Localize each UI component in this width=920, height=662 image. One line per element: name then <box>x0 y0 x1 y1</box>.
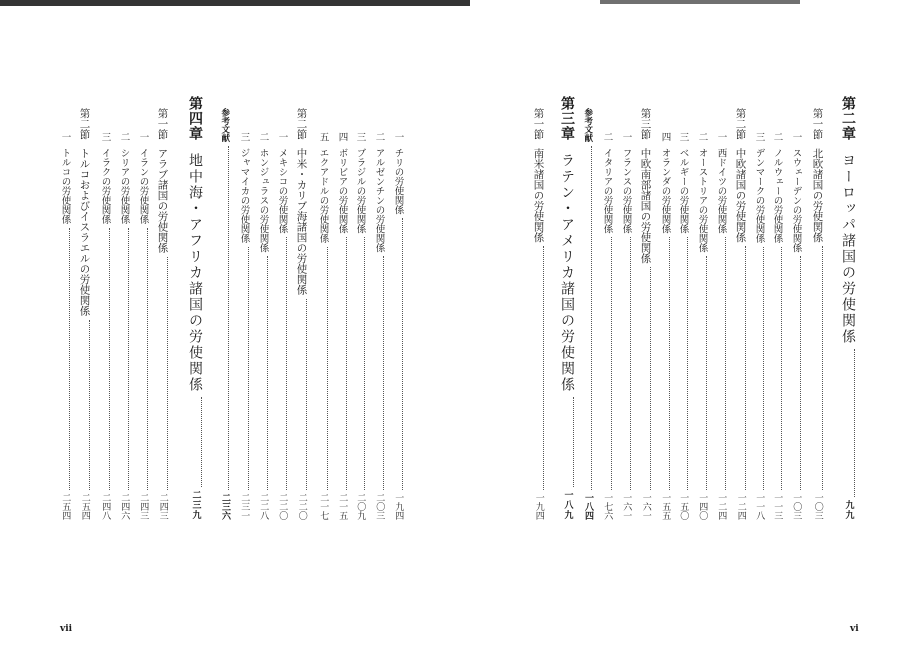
toc-item-chile <box>393 132 403 520</box>
item-number: 一 <box>620 132 632 142</box>
toc-chapter-4 <box>188 96 202 520</box>
leader-dots <box>697 256 707 490</box>
leader-dots <box>640 267 651 490</box>
toc-section-north-europe <box>812 108 823 520</box>
item-number: 四 <box>336 132 348 142</box>
chapter-number: 第三章 <box>559 96 575 141</box>
section-title: 南米諸国の労使関係 <box>532 147 545 242</box>
item-title: メキシコの労使関係 <box>276 147 288 233</box>
page-number: 二四三 <box>157 493 168 520</box>
section-title: アラブ諸国の労使関係 <box>156 147 169 253</box>
leader-dots <box>772 247 782 491</box>
toc-item-bolivia <box>337 132 347 520</box>
toc-item-ecuador <box>318 132 328 520</box>
leader-dots <box>239 247 249 491</box>
item-number: 一 <box>715 132 727 142</box>
leader-dots <box>119 228 129 491</box>
page-number: 二三一 <box>239 493 250 520</box>
toc-item-netherlands <box>660 132 670 520</box>
item-number: 三 <box>753 132 765 142</box>
leader-dots <box>583 146 592 490</box>
page-number: 一七六 <box>602 493 613 520</box>
page-number: 二二〇 <box>277 493 288 520</box>
page-number: 二三九 <box>190 490 201 520</box>
item-title: デンマークの労使関係 <box>753 147 765 243</box>
toc-item-mexico <box>277 132 287 520</box>
section-number: 第二節 <box>78 108 91 140</box>
leader-dots <box>560 397 574 487</box>
page-number: 二〇九 <box>355 493 366 520</box>
toc-item-norway <box>772 132 782 520</box>
leader-dots <box>318 247 328 491</box>
leader-dots <box>393 218 403 490</box>
section-number: 第二節 <box>734 108 747 140</box>
toc-section-turkey-israel <box>79 108 90 520</box>
leader-dots <box>138 228 148 491</box>
item-number: 二 <box>118 132 130 142</box>
toc-item-france <box>621 132 631 520</box>
references-label: 参考文献 <box>582 108 593 142</box>
leader-dots <box>716 237 726 490</box>
page-number: 一二四 <box>735 493 746 520</box>
page-number: 二四三 <box>138 493 149 520</box>
leader-dots <box>277 237 287 490</box>
section-title: 中欧南部諸国の労使関係 <box>639 147 652 263</box>
page-number: 一五〇 <box>678 493 689 520</box>
item-title: スウェーデンの労使関係 <box>790 147 802 252</box>
item-number: 三 <box>238 132 250 142</box>
toc-item-italy <box>602 132 612 520</box>
item-title: アルゼンチンの労使関係 <box>373 147 385 252</box>
leader-dots <box>60 228 70 491</box>
item-number: 三 <box>354 132 366 142</box>
item-title: ホンジュラスの労使関係 <box>257 147 269 252</box>
item-title: イラクの労使関係 <box>99 147 111 224</box>
toc-item-iraq <box>100 132 110 520</box>
toc-item-turkey <box>60 132 70 520</box>
leader-dots <box>220 146 229 490</box>
leader-dots <box>660 237 670 490</box>
leader-dots <box>735 246 746 490</box>
page-number: 一八四 <box>583 493 593 520</box>
leader-dots <box>157 257 168 491</box>
item-title: ブラジルの労使関係 <box>354 147 366 233</box>
toc-references-2 <box>220 108 229 520</box>
leader-dots <box>533 246 544 490</box>
page-number: 一〇三 <box>791 493 802 520</box>
leader-dots <box>754 247 764 491</box>
page-number: 一六一 <box>621 493 632 520</box>
page-number: 一九四 <box>393 493 404 520</box>
item-title: イタリアの労使関係 <box>601 147 613 233</box>
item-number: 二 <box>601 132 613 142</box>
item-title: ノルウェーの労使関係 <box>771 147 783 243</box>
section-number: 第二節 <box>295 108 308 140</box>
page-number: 一二四 <box>716 493 727 520</box>
item-number: 三 <box>677 132 689 142</box>
item-number: 一 <box>790 132 802 142</box>
folio-left: vii <box>60 624 73 634</box>
section-number: 第一節 <box>156 108 169 140</box>
item-number: 二 <box>696 132 708 142</box>
scan-edge-mark-top <box>0 0 470 6</box>
page-number: 一八九 <box>562 490 573 520</box>
toc-item-sweden <box>791 132 801 520</box>
chapter-number: 第二章 <box>840 96 856 141</box>
item-number: 三 <box>99 132 111 142</box>
leader-dots <box>791 256 801 490</box>
toc-section-south-america <box>533 108 544 520</box>
leader-dots <box>79 320 90 491</box>
item-title: ボリビアの労使関係 <box>336 147 348 233</box>
section-title: 北欧諸国の労使関係 <box>811 147 824 242</box>
leader-dots <box>258 256 268 490</box>
section-number: 第一節 <box>532 108 545 140</box>
item-title: シリアの労使関係 <box>118 147 130 224</box>
toc-item-honduras <box>258 132 268 520</box>
item-number: 二 <box>257 132 269 142</box>
leader-dots <box>812 246 823 490</box>
item-number: 五 <box>317 132 329 142</box>
toc-item-argentina <box>374 132 384 520</box>
page-number: 二五四 <box>60 493 71 520</box>
leader-dots <box>100 228 110 491</box>
page-number: 二二八 <box>258 493 269 520</box>
page-number: 二一七 <box>318 493 329 520</box>
toc-section-central-america <box>296 108 307 520</box>
toc-section-central-europe <box>735 108 746 520</box>
item-title: オーストリアの労使関係 <box>696 147 708 252</box>
toc-section-arab <box>157 108 168 520</box>
page-number: 二〇三 <box>374 493 385 520</box>
leader-dots <box>621 237 631 490</box>
leader-dots <box>374 256 384 490</box>
chapter-number: 第四章 <box>187 96 203 141</box>
chapter-title: ヨーロッパ諸国の労使関係 <box>840 153 856 345</box>
item-title: ジャマイカの労使関係 <box>238 147 250 243</box>
toc-item-austria <box>697 132 707 520</box>
page-number: 一六一 <box>640 493 651 520</box>
item-number: 一 <box>137 132 149 142</box>
page-number: 九九 <box>843 500 854 520</box>
page-number: 一四〇 <box>697 493 708 520</box>
toc-chapter-2 <box>841 96 855 520</box>
item-title: ベルギーの労使関係 <box>677 147 689 233</box>
toc-item-iran <box>138 132 148 520</box>
chapter-title: ラテン・アメリカ諸国の労使関係 <box>559 153 575 393</box>
item-number: 一 <box>59 132 71 142</box>
leader-dots <box>296 299 307 491</box>
page-number: 二一五 <box>337 493 348 520</box>
item-title: エクアドルの労使関係 <box>317 147 329 243</box>
section-number: 第一節 <box>811 108 824 140</box>
item-number: 四 <box>659 132 671 142</box>
page-number: 一〇三 <box>812 493 823 520</box>
item-number: 一 <box>276 132 288 142</box>
item-title: 西ドイツの労使関係 <box>715 147 727 233</box>
toc-item-belgium <box>678 132 688 520</box>
page-number: 二四六 <box>119 493 130 520</box>
page-number: 二五四 <box>79 493 90 520</box>
item-number: 二 <box>771 132 783 142</box>
page-number: 一一八 <box>754 493 765 520</box>
folio-right: vi <box>850 624 859 634</box>
leader-dots <box>188 397 202 487</box>
page-number: 二二〇 <box>296 493 307 520</box>
item-number: 二 <box>373 132 385 142</box>
toc-item-syria <box>119 132 129 520</box>
scan-edge-mark-topright <box>600 0 800 4</box>
page-number: 一九四 <box>533 493 544 520</box>
item-title: オランダの労使関係 <box>659 147 671 233</box>
section-title: 中欧諸国の労使関係 <box>734 147 747 242</box>
toc-item-denmark <box>754 132 764 520</box>
references-label: 参考文献 <box>219 108 230 142</box>
toc-references-1 <box>583 108 592 520</box>
item-title: チリの労使関係 <box>392 147 404 214</box>
leader-dots <box>337 237 347 490</box>
item-title: トルコの労使関係 <box>59 147 71 224</box>
section-title: 中米・カリブ海諸国の労使関係 <box>295 147 308 295</box>
page-number: 二四八 <box>100 493 111 520</box>
page-number: 一五五 <box>660 493 671 520</box>
toc-item-west-germany <box>716 132 726 520</box>
page-number: 二三六 <box>220 493 230 520</box>
item-number: 一 <box>392 132 404 142</box>
leader-dots <box>841 349 855 497</box>
leader-dots <box>602 237 612 490</box>
chapter-title: 地中海・アフリカ諸国の労使関係 <box>187 153 203 393</box>
section-number: 第三節 <box>639 108 652 140</box>
leader-dots <box>355 237 365 490</box>
toc-item-jamaica <box>239 132 249 520</box>
item-title: フランスの労使関係 <box>620 147 632 233</box>
toc-item-brazil <box>355 132 365 520</box>
item-title: イランの労使関係 <box>137 147 149 224</box>
toc-section-south-central-europe <box>640 108 651 520</box>
toc-chapter-3 <box>560 96 574 520</box>
page-number: 一一三 <box>772 493 783 520</box>
section-title: トルコおよびイスラエルの労使関係 <box>78 147 91 316</box>
leader-dots <box>678 237 688 490</box>
